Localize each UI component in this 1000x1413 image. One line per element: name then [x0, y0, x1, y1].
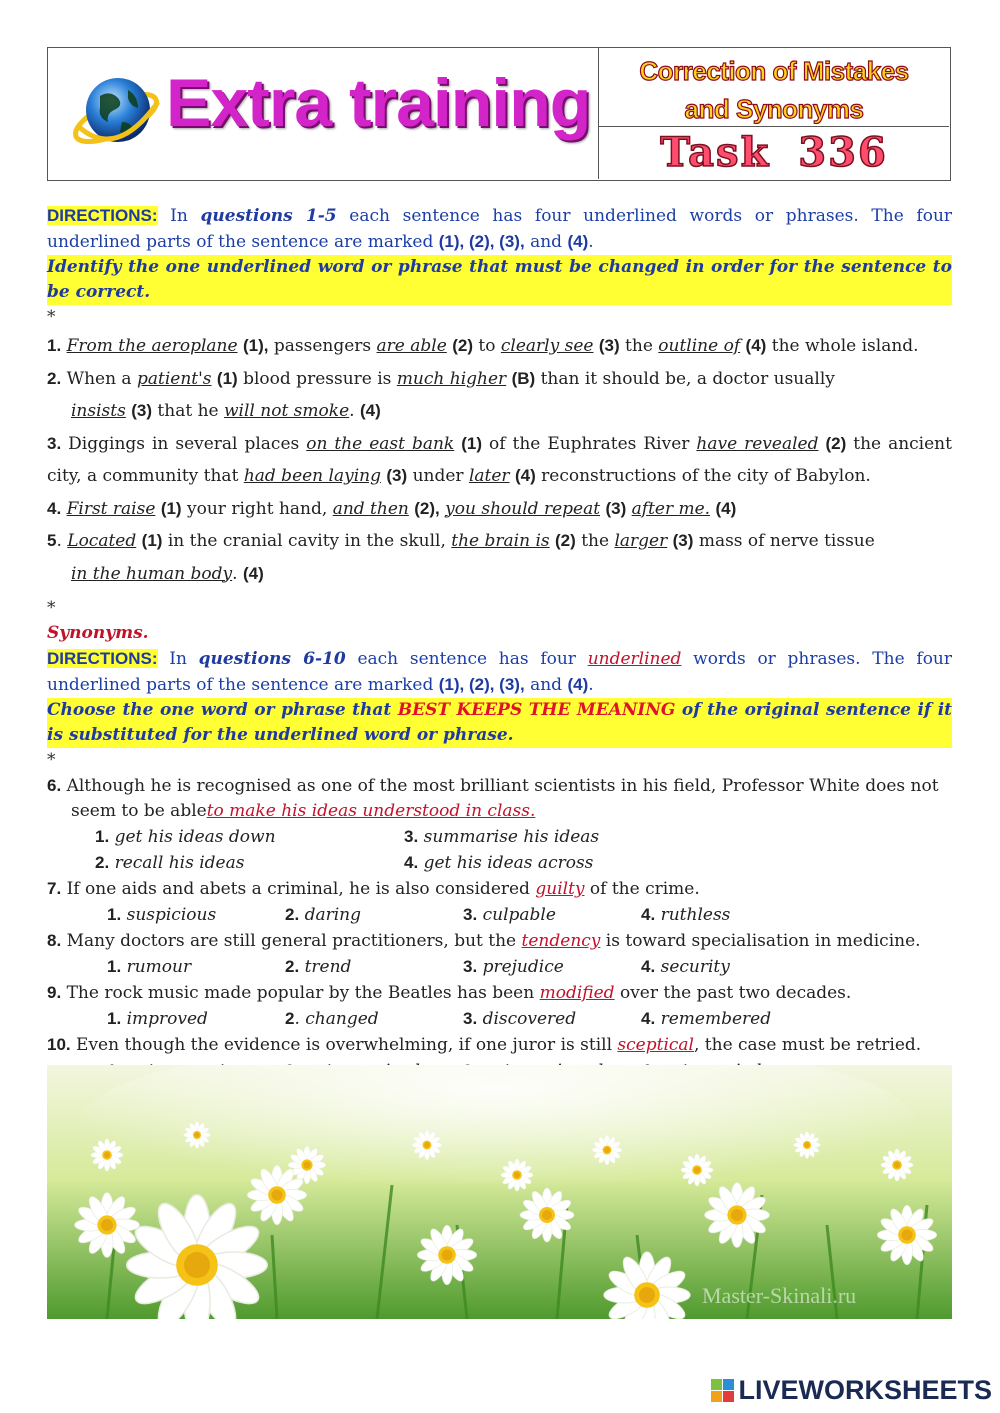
underlined-part: had been laying [243, 466, 381, 486]
sentence-text: in the cranial cavity in the skull, [167, 531, 446, 551]
question-number: 1. [47, 336, 62, 355]
mark: (2), [414, 498, 440, 518]
question-5 [47, 525, 952, 590]
directions-in: In [170, 206, 188, 226]
options-8 [47, 954, 952, 980]
separator-star: * [47, 307, 56, 327]
option[interactable]: 3. prejudice [463, 957, 564, 977]
option[interactable]: 1. get his ideas down [95, 827, 276, 847]
underlined-part: the brain is [451, 531, 550, 551]
question-number: 3. [47, 433, 62, 453]
question-number: 7. [47, 879, 62, 898]
topic-line-1: Correction of Mistakes [639, 56, 909, 86]
directions-text: each sentence has four underlined words or phrases. The four underlined parts of the sentence are marked [47, 206, 953, 252]
instruction-emphasis: BEST KEEPS THE MEANING [397, 700, 676, 720]
underlined-part: From the aeroplane [66, 336, 238, 356]
question-9 [47, 980, 952, 1006]
task-panel [599, 127, 949, 179]
directions-questions: questions 6-10 [198, 649, 346, 669]
daisy-field-illustration [47, 1065, 952, 1319]
underlined-word: guilty [535, 879, 585, 899]
sentence-text: Many doctors are still general practitioners, but the [66, 931, 517, 951]
directions-questions: questions 1-5 [200, 206, 337, 226]
directions-and: and [530, 232, 563, 252]
directions-label: DIRECTIONS: [47, 206, 158, 225]
synonyms-title: Synonyms. [47, 623, 149, 643]
underlined-part: outline of [658, 336, 741, 356]
underlined-word: tendency [521, 931, 601, 951]
sentence-text: the whole island. [771, 336, 919, 356]
directions-text: words or phrases. The four underlined parts of the sentence are marked [47, 649, 952, 695]
mark: (1) [141, 531, 163, 550]
instruction-text: Choose the one word or phrase that [47, 700, 392, 720]
directions-end: . [588, 675, 594, 695]
mark: (3) [672, 531, 694, 550]
watermark: Master-Skinali.ru [702, 1283, 857, 1308]
option[interactable]: 3. discovered [463, 1009, 577, 1029]
directions-mark4: (4) [567, 675, 589, 694]
topic-panel [599, 48, 949, 127]
sentence-text: the [581, 531, 610, 551]
underlined-part: clearly see [500, 336, 594, 356]
sentence-text: mass of nerve tissue [698, 531, 875, 551]
option[interactable]: 1. improved [107, 1009, 208, 1029]
mark: (2) [555, 531, 576, 550]
brand-panel [48, 48, 599, 179]
underlined-part: much higher [396, 368, 507, 389]
sentence-text: Although he is recognised as one of the most brilliant scientists in his field, Professor White does not seem to be able [66, 776, 939, 821]
mark: (3) [131, 401, 153, 420]
directions-2 [47, 646, 952, 698]
sentence-text: When a [66, 368, 132, 389]
underlined-part: larger [614, 531, 668, 551]
sentence-text: reconstructions of the city of Babylon. [541, 466, 871, 486]
mark: (1) [160, 498, 182, 518]
underlined-part: after me. [631, 498, 711, 519]
mark: (1), [242, 336, 269, 355]
sentence-text: , the case must be retried. [693, 1035, 922, 1055]
daisy-field-image [47, 1065, 952, 1319]
directions-marks: (1), (2), (3), [438, 675, 525, 694]
option[interactable]: 4. get his ideas across [404, 853, 594, 873]
option[interactable]: 4. remembered [641, 1009, 772, 1029]
directions-text: each sentence has four [357, 649, 576, 669]
sentence-text: Diggings in several places [68, 433, 300, 454]
underlined-part: insists [71, 401, 126, 421]
sentence-text: to [478, 336, 496, 356]
instruction-2 [47, 698, 952, 748]
instruction-text: of the original sentence if it is substituted for the underlined word or phrase. [47, 700, 953, 745]
topic-line-2: and Synonyms [684, 94, 864, 124]
task-number: 336 [798, 129, 888, 176]
underlined-part: will not smoke [224, 401, 350, 421]
option[interactable]: 2. recall his ideas [95, 853, 245, 873]
question-2 [47, 363, 952, 428]
directions-end: . [588, 232, 594, 252]
mark: (3) [598, 336, 620, 355]
mark: (4) [242, 563, 264, 583]
instruction-1: Identify the one underlined word or phrase that must be changed in order for the sentence to be correct. [47, 255, 952, 305]
underlined-part: patient's [136, 368, 212, 389]
mark: (2) [825, 433, 847, 453]
sentence-text: than it should be, a doctor usually [540, 368, 835, 389]
sentence-text: that he [157, 401, 219, 421]
question-1 [47, 330, 952, 363]
option[interactable]: 1. suspicious [107, 905, 217, 925]
question-number: 5 [47, 531, 57, 550]
question-4 [47, 493, 952, 526]
mark: (3) [386, 466, 408, 485]
liveworksheets-logo[interactable] [711, 1375, 992, 1406]
sentence-text: blood pressure is [243, 368, 392, 389]
sentence-text: . [232, 563, 238, 584]
question-number: 10. [47, 1035, 71, 1054]
sentence-text: Even though the evidence is overwhelming, if one juror is still [76, 1035, 613, 1055]
sentence-text: over the past two decades. [619, 983, 852, 1003]
directions-1 [47, 203, 952, 255]
options-6a [47, 824, 952, 850]
question-number: 6. [47, 776, 62, 795]
mark: (1) [216, 368, 238, 388]
question-number: 8. [47, 931, 62, 950]
question-number: 2. [47, 368, 62, 388]
underlined-part: are able [376, 336, 447, 356]
underlined-word: sceptical [617, 1035, 694, 1055]
question-number: 4. [47, 498, 62, 518]
directions-and: and [530, 675, 563, 695]
brand-title: Extra training [166, 65, 591, 141]
option[interactable]: 4. ruthless [641, 905, 731, 925]
directions-underlined: underlined [587, 649, 682, 669]
mark: (4) [359, 401, 381, 420]
topic-title [599, 48, 949, 128]
underlined-part: in the human body [71, 563, 233, 584]
liveworksheets-icon [711, 1379, 734, 1402]
underlined-part: later [468, 466, 510, 486]
question-3 [47, 428, 952, 493]
mark: (4) [745, 336, 767, 355]
option[interactable]: 2. trend [285, 957, 352, 977]
liveworksheets-text: LIVEWORKSHEETS [738, 1375, 992, 1405]
directions-label: DIRECTIONS: [47, 649, 158, 668]
underlined-part: Located [67, 531, 137, 551]
question-8 [47, 928, 952, 954]
directions-in: In [169, 649, 187, 669]
sentence-text: . [349, 401, 355, 421]
options-7 [47, 902, 952, 928]
question-10 [47, 1032, 952, 1058]
sentence-text: is toward specialisation in medicine. [605, 931, 921, 951]
separator-star: * [47, 750, 56, 770]
task-word: Task [660, 129, 771, 176]
options-9 [47, 1006, 952, 1032]
underlined-phrase: to make his ideas understood in class. [206, 801, 536, 821]
task-label [599, 127, 949, 179]
sentence-text: passengers [273, 336, 372, 356]
question-number: 9. [47, 983, 62, 1002]
separator-star: * [47, 598, 56, 618]
sentence-text: the [625, 336, 653, 356]
sentence-text: The rock music made popular by the Beatles has been [66, 983, 535, 1003]
underlined-part: have revealed [696, 433, 819, 454]
options-6b [47, 850, 952, 876]
option[interactable]: 3. summarise his ideas [404, 827, 600, 847]
question-6 [47, 773, 952, 824]
option[interactable]: 1. rumour [107, 957, 192, 977]
question-dot: . [56, 531, 62, 551]
option[interactable]: 2. changed [285, 1009, 379, 1029]
worksheet-header [47, 47, 951, 181]
option[interactable]: 4. security [641, 957, 730, 977]
underlined-part: First raise [66, 498, 156, 519]
mark: (4) [715, 498, 737, 518]
option[interactable]: 2. daring [285, 905, 362, 925]
option[interactable]: 3. culpable [463, 905, 556, 925]
underlined-part: you should repeat [445, 498, 601, 519]
worksheet-content [47, 203, 952, 1084]
sentence-text: under [412, 466, 464, 486]
mark: (B) [511, 368, 536, 388]
underlined-part: and then [332, 498, 409, 519]
question-7 [47, 876, 952, 902]
sentence-text: the ancient city, a community that [47, 433, 952, 486]
globe-icon [70, 66, 162, 158]
sentence-text: of the Euphrates River [488, 433, 690, 454]
underlined-word: modified [539, 983, 615, 1003]
mark: (1) [461, 433, 482, 453]
sentence-text: If one aids and abets a criminal, he is also considered [66, 879, 530, 899]
mark: (4) [514, 466, 536, 485]
sentence-text: of the crime. [589, 879, 700, 899]
directions-marks: (1), (2), (3), [438, 232, 525, 251]
sentence-text: your right hand, [187, 498, 328, 519]
underlined-part: on the east bank [306, 433, 455, 454]
mark: (2) [452, 336, 473, 355]
mark: (3) [605, 498, 627, 518]
directions-mark4: (4) [567, 232, 589, 251]
